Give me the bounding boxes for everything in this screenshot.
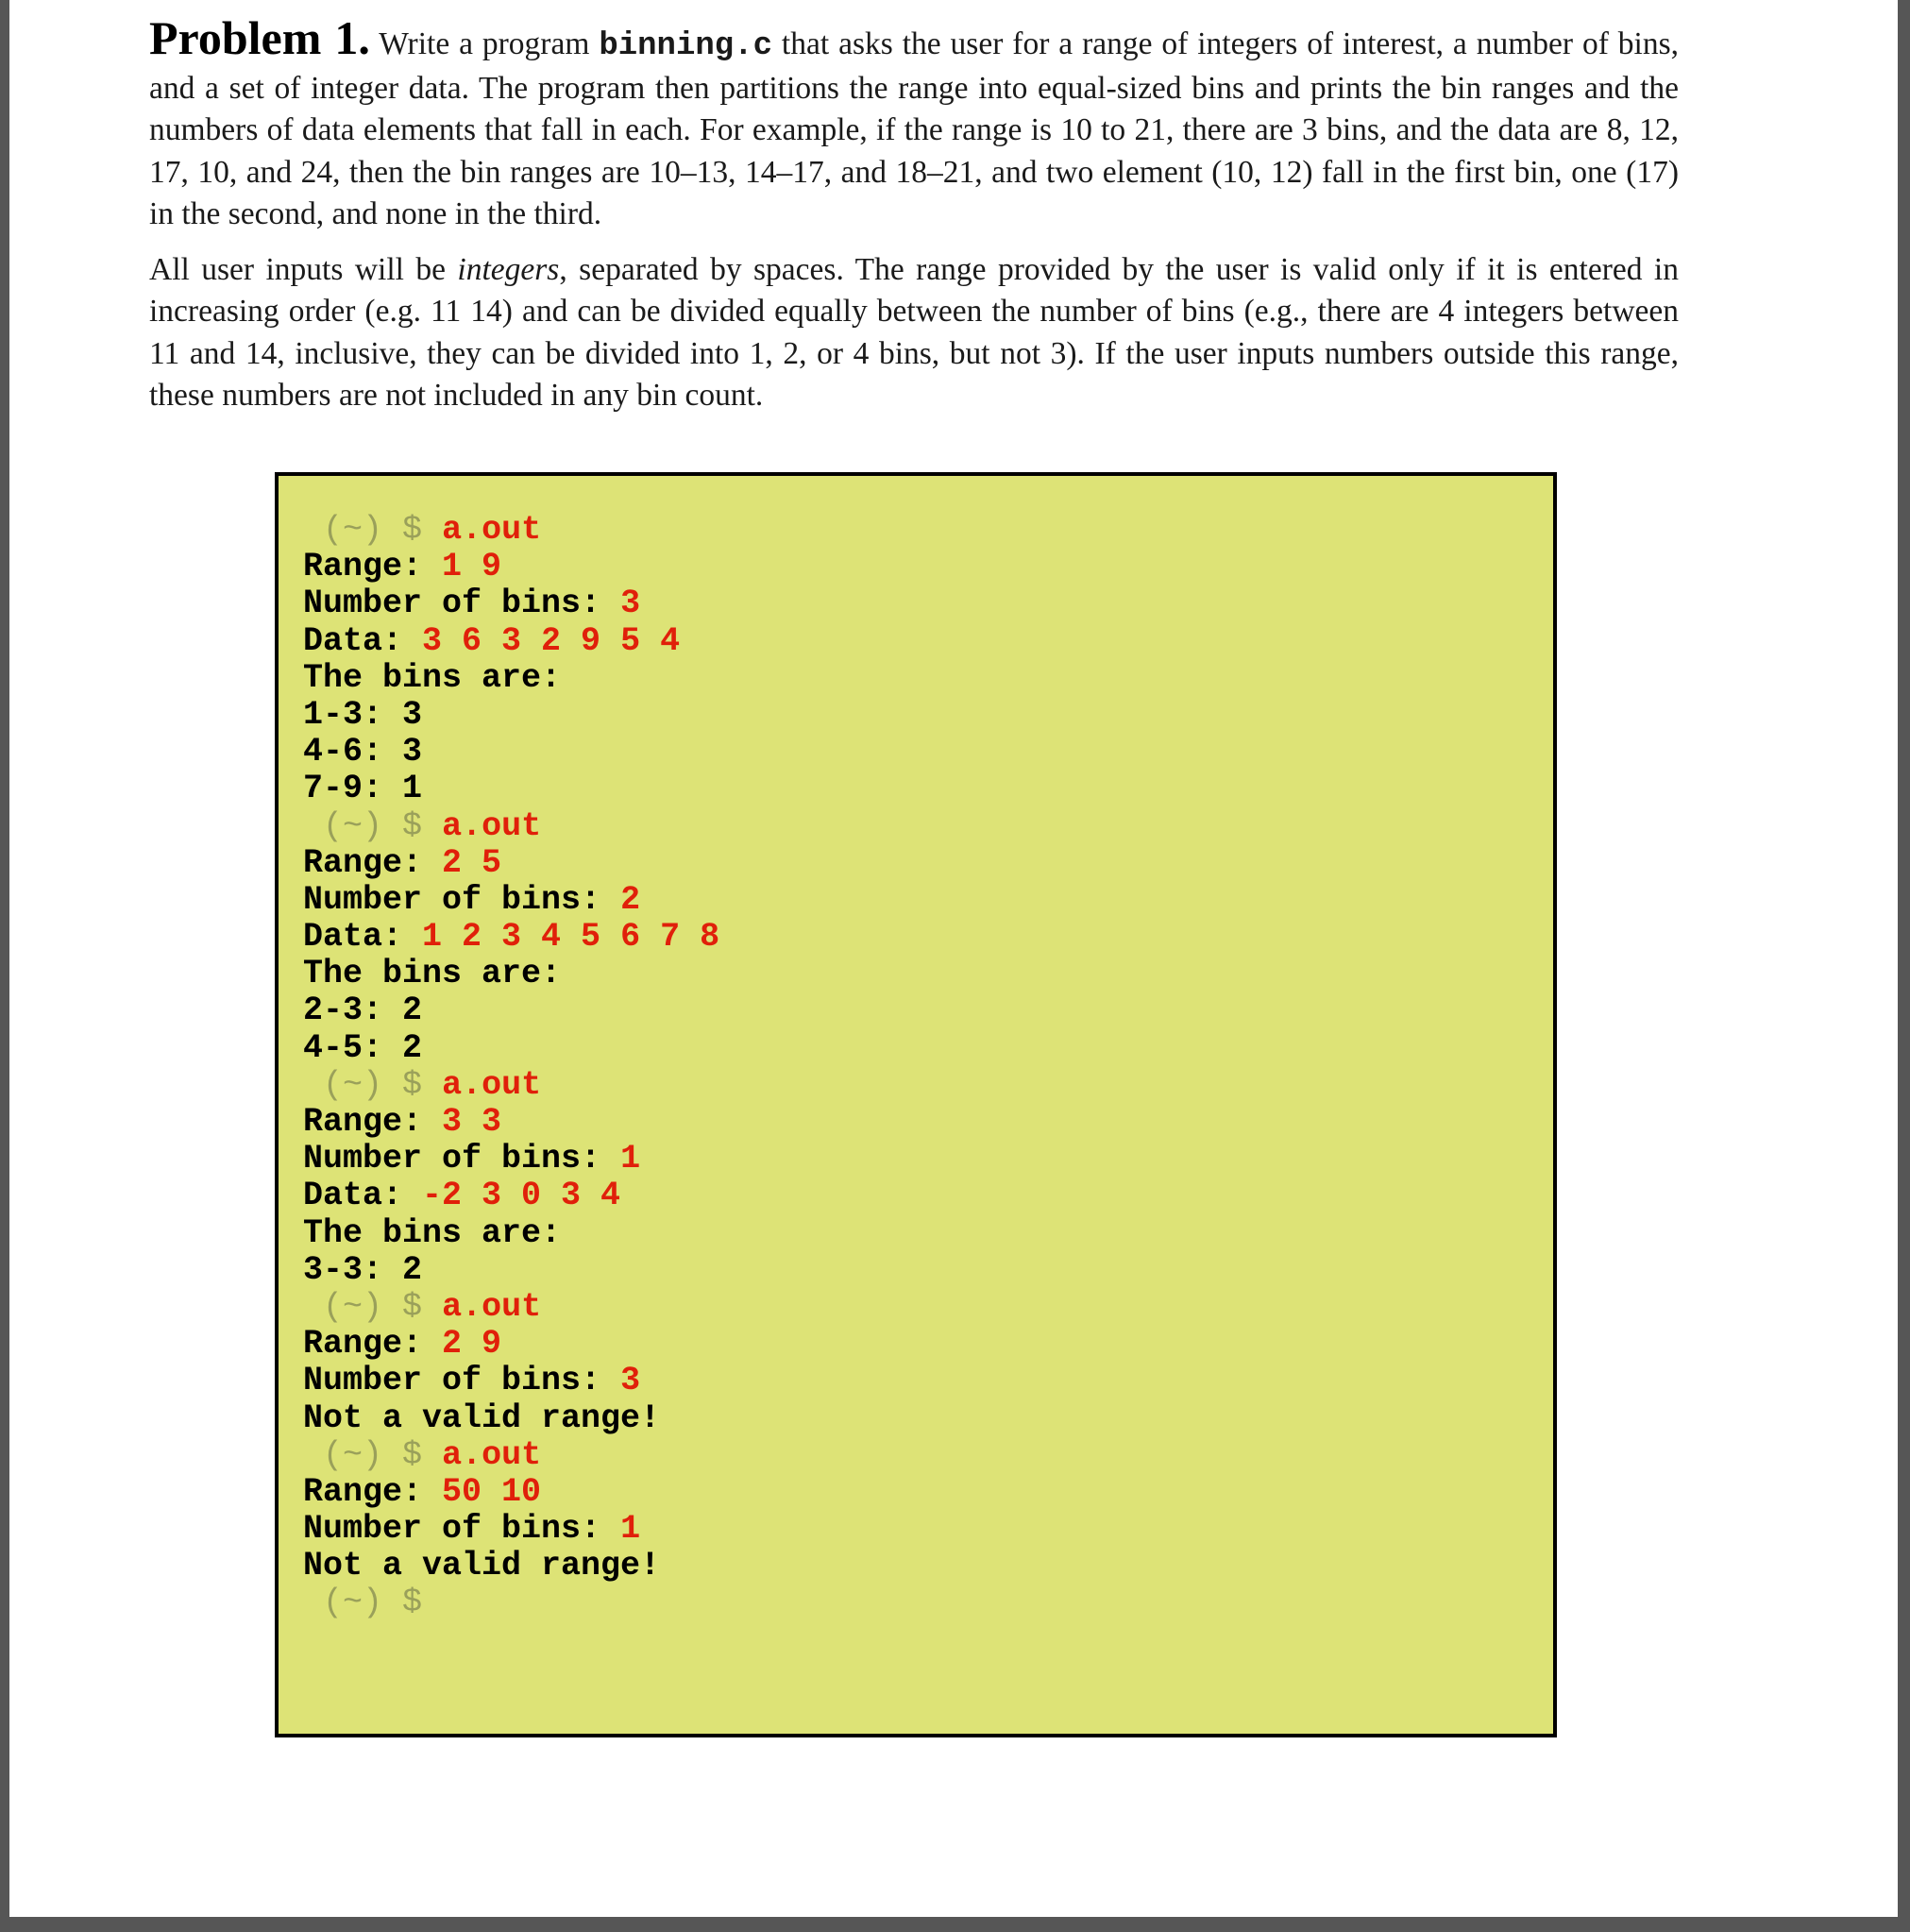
para2-before: All user inputs will be [149,251,446,287]
input-value: 1 [620,1140,641,1178]
terminal-line [303,549,1553,585]
shell-prompt: (~) $ [323,511,423,549]
output-text: 7-9: 1 [303,770,423,808]
shell-prompt: (~) $ [323,1584,423,1622]
input-label: Number of bins: [303,1140,621,1178]
input-value: 50 10 [442,1472,542,1511]
intro-after: that asks the user for a range of integers of interest, a number of bins, and a set of integer data. The program then partitions the range into equal-sized bins and prints the bin ranges and the numbers of data elements that fall in each. For example, if the range is 10 to 21, there are 3 bins, and the data are 8, 12, 17, 10, and 24, then the bin ranges are 10–13, 14–17, and 18–21, and two element (10, 12) fall in the first bin, one (17) in the second, and none in the third. [149,26,1680,231]
input-value: 2 9 [442,1325,502,1364]
terminal-line [303,882,1553,919]
input-label: Number of bins: [303,880,621,919]
problem-paragraph-1 [149,11,1680,236]
command-text: a.out [442,1065,542,1104]
input-value: 2 [620,880,641,919]
output-text: Not a valid range! [303,1547,661,1585]
input-value: 1 9 [442,548,502,586]
input-label: Range: [303,548,443,586]
terminal-line [303,808,1553,845]
document-page [9,0,1898,1917]
input-label: Number of bins: [303,1510,621,1549]
terminal-line [303,1030,1553,1067]
terminal-line [303,1511,1553,1548]
input-value: 3 3 [442,1103,502,1141]
shell-prompt: (~) $ [323,1287,423,1326]
terminal-line [303,1474,1553,1511]
output-text: Not a valid range! [303,1398,661,1437]
terminal-line [303,845,1553,882]
problem-paragraph-2 [149,249,1679,417]
terminal-line [303,1215,1553,1252]
terminal-line [303,623,1553,660]
problem-heading: Problem 1. [149,11,370,64]
terminal-line [303,1067,1553,1104]
input-label: Range: [303,1472,443,1511]
input-value: 2 5 [442,843,502,882]
input-label: Range: [303,1103,443,1141]
command-text: a.out [442,1287,542,1326]
terminal-line [303,697,1553,734]
input-value: 3 6 3 2 9 5 4 [422,621,681,660]
input-label: Data: [303,1177,423,1215]
input-value: 1 [620,1510,641,1549]
terminal-line [303,1326,1553,1363]
shell-prompt: (~) $ [323,1435,423,1474]
input-value: 1 2 3 4 5 6 7 8 [422,918,720,957]
shell-prompt: (~) $ [323,1065,423,1104]
intro-before: Write a program [379,26,590,61]
input-label: Range: [303,1325,443,1364]
shell-prompt: (~) $ [323,806,423,845]
input-value: 3 [620,585,641,623]
input-label: Number of bins: [303,585,621,623]
input-label: Data: [303,918,423,957]
command-text: a.out [442,511,542,549]
filename: binning.c [599,28,772,64]
terminal-line [303,1252,1553,1289]
terminal-line [303,1363,1553,1399]
terminal-line [303,919,1553,956]
output-text: 4-5: 2 [303,1028,423,1067]
command-text: a.out [442,1435,542,1474]
para2-emphasis: integers [457,251,560,287]
command-text: a.out [442,806,542,845]
terminal-line [303,1400,1553,1437]
input-label: Range: [303,843,443,882]
terminal-line [303,1178,1553,1214]
output-text: The bins are: [303,955,562,993]
input-value: -2 3 0 3 4 [422,1177,621,1215]
output-text: The bins are: [303,1213,562,1252]
output-text: 2-3: 2 [303,991,423,1030]
problem-statement [149,11,1680,431]
terminal-line [303,1437,1553,1474]
terminal-line [303,1289,1553,1326]
terminal-line [303,771,1553,807]
input-value: 3 [620,1362,641,1400]
terminal-line [303,956,1553,992]
para2-after: , separated by spaces. The range provided by the user is valid only if it is entered in increasing order (e.g. 11 14) and can be divided equally between the number of bins (e.g., there are 4 integers between 11 and 14, inclusive, they can be divided into 1, 2, or 4 bins, but not 3). If the user inputs numbers outside this range, these numbers are not included in any bin count. [149,251,1679,413]
terminal-line [303,585,1553,622]
terminal-window [275,472,1557,1737]
terminal-line [303,1141,1553,1178]
terminal-line [303,1585,1553,1621]
output-text: 4-6: 3 [303,733,423,771]
terminal-line [303,1548,1553,1585]
output-text: The bins are: [303,658,562,697]
terminal-line [303,1104,1553,1141]
terminal-line [303,992,1553,1029]
input-label: Data: [303,621,423,660]
output-text: 3-3: 2 [303,1250,423,1289]
terminal-line [303,660,1553,697]
input-label: Number of bins: [303,1362,621,1400]
terminal-line [303,512,1553,549]
terminal-line [303,734,1553,771]
output-text: 1-3: 3 [303,695,423,734]
